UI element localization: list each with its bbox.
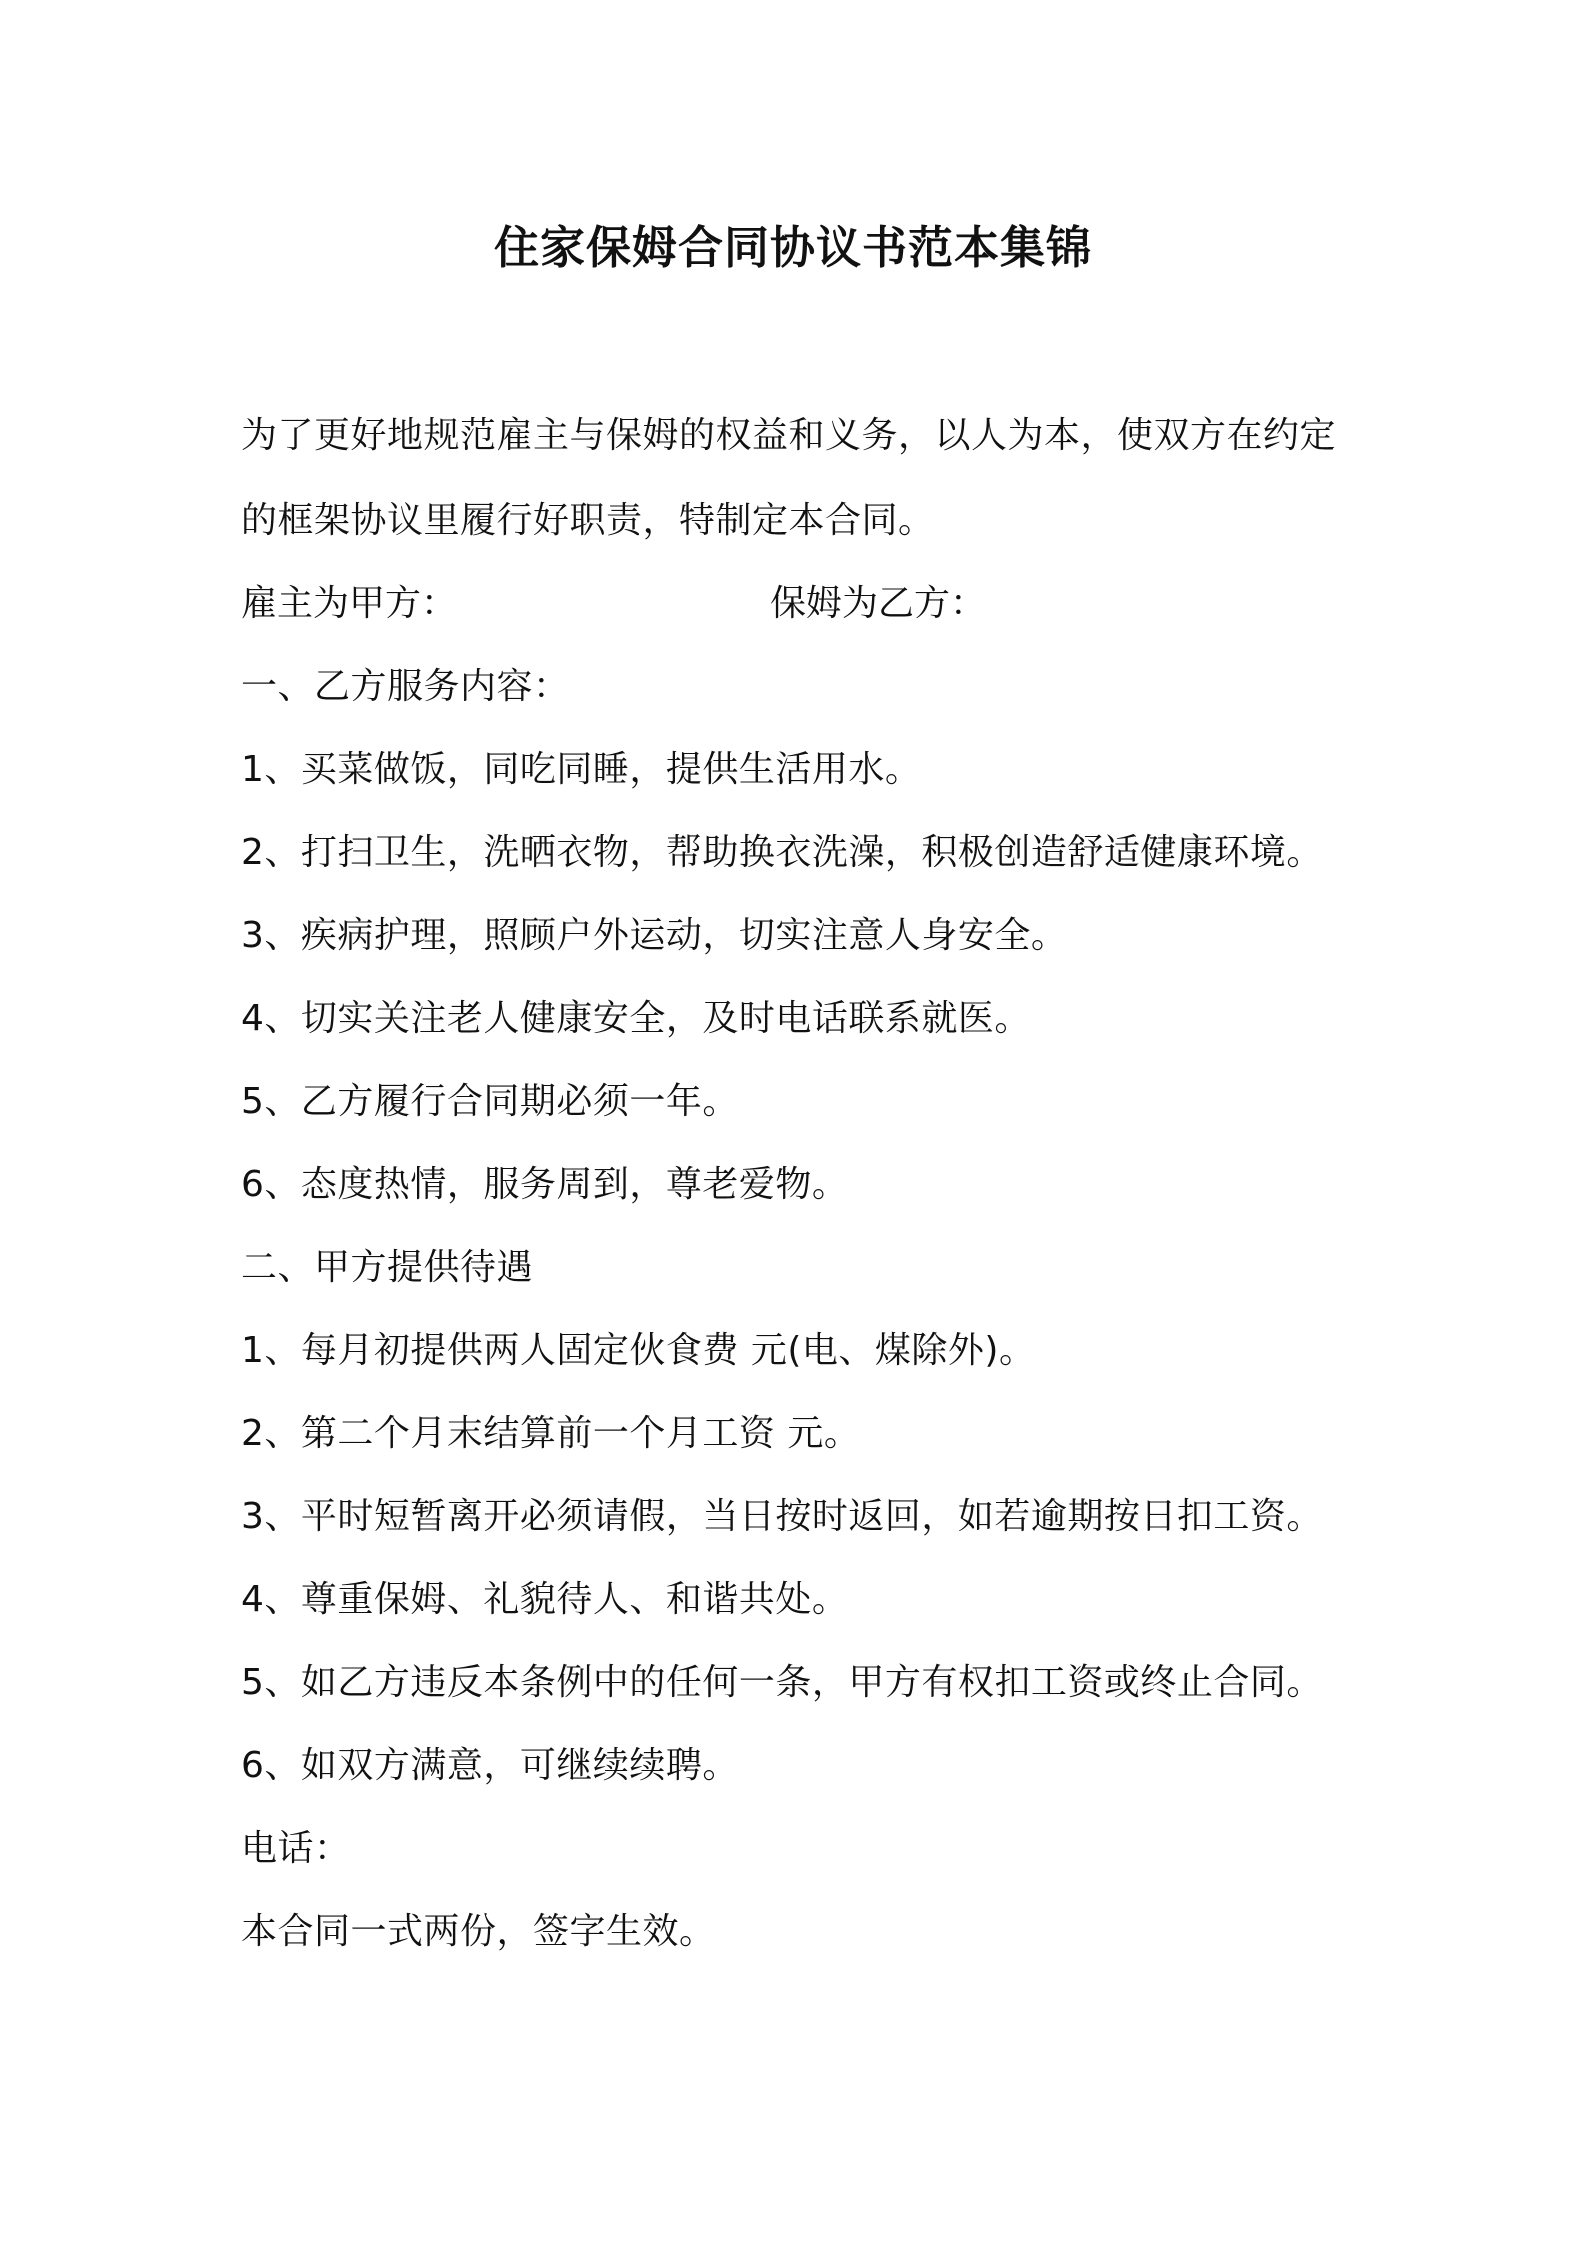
section2-item: 6、如双方满意，可继续续聘。 (241, 1745, 739, 1786)
section1-item: 5、乙方履行合同期必须一年。 (241, 1081, 739, 1122)
document-title: 住家保姆合同协议书范本集锦 (493, 221, 1092, 274)
section1-item: 1、买菜做饭，同吃同睡，提供生活用水。 (241, 749, 922, 790)
section2-item: 5、如乙方违反本条例中的任何一条，甲方有权扣工资或终止合同。 (241, 1662, 1323, 1703)
section2-item: 1、每月初提供两人固定伙食费 元(电、煤除外)。 (241, 1330, 1036, 1371)
intro-line-1: 为了更好地规范雇主与保姆的权益和义务，以人为本，使双方在约定 (241, 415, 1337, 456)
section2-item: 3、平时短暂离开必须请假，当日按时返回，如若逾期按日扣工资。 (241, 1496, 1323, 1537)
party-b-label: 保姆为乙方： (770, 583, 987, 624)
party-a-label: 雇主为甲方： (241, 583, 458, 624)
section1-item: 2、打扫卫生，洗晒衣物，帮助换衣洗澡，积极创造舒适健康环境。 (241, 832, 1323, 873)
section1-item: 4、切实关注老人健康安全，及时电话联系就医。 (241, 998, 1031, 1039)
closing-statement: 本合同一式两份，签字生效。 (241, 1911, 716, 1952)
section2-item: 2、第二个月末结算前一个月工资 元。 (241, 1413, 861, 1454)
section1-item: 6、态度热情，服务周到，尊老爱物。 (241, 1164, 849, 1205)
section2-heading: 二、甲方提供待遇 (241, 1247, 534, 1288)
section1-item: 3、疾病护理，照顾户外运动，切实注意人身安全。 (241, 915, 1068, 956)
section2-item: 4、尊重保姆、礼貌待人、和谐共处。 (241, 1579, 849, 1620)
section1-heading: 一、乙方服务内容： (241, 666, 570, 707)
phone-label: 电话： (241, 1828, 351, 1869)
intro-line-2: 的框架协议里履行好职责，特制定本合同。 (241, 500, 935, 541)
